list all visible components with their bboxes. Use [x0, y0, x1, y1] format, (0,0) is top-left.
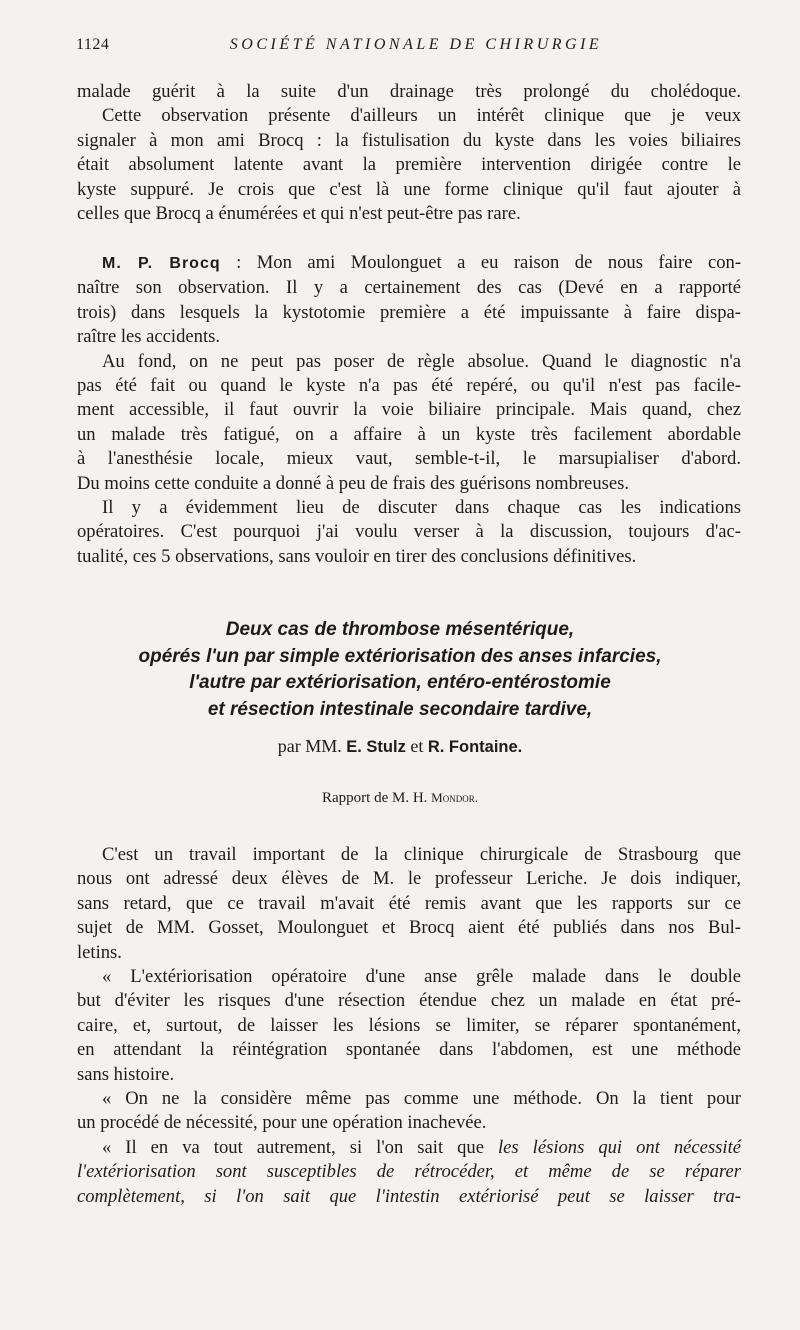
- text-line: Il y a évidemment lieu de discuter dans chaque cas les indications: [102, 497, 741, 519]
- text-line: ment accessible, il faut ouvrir la voie biliaire principale. Mais quand, chez: [77, 399, 741, 421]
- text-line: [77, 1136, 741, 1160]
- text-line: signaler à mon ami Brocq : la fistulisation du kyste dans les voies biliaires: [77, 129, 741, 151]
- text-line: un procédé de nécessité, pour une opération inachevée.: [77, 1112, 487, 1134]
- author-name: E. Stulz: [346, 738, 406, 756]
- text-line: Au fond, on ne peut pas poser de règle absolue. Quand le diagnostic n'a: [102, 350, 741, 372]
- text-line: trois) dans lesquels la kystotomie première a été impuissante à faire dispa-: [77, 301, 741, 323]
- text-line: but d'éviter les risques d'une résection étendue chez un malade en état pré-: [77, 990, 741, 1012]
- title-line: et résection intestinale secondaire tardive,: [207, 698, 593, 720]
- text-line: Du moins cette conduite a donné à peu de frais des guérisons nombreuses.: [77, 472, 629, 494]
- page-header: [76, 36, 756, 60]
- byline-prefix: par MM.: [277, 736, 347, 756]
- title-line: Deux cas de thrombose mésentérique,: [225, 619, 575, 640]
- text-italic: les lésions qui ont nécessité: [498, 1136, 741, 1158]
- speaker-text: : Mon ami Moulonguet a eu raison de nous faire con-: [220, 252, 742, 273]
- text-roman: « Il en va tout autrement, si l'on sait que: [102, 1136, 498, 1158]
- text-line: « On ne la considère même pas comme une méthode. On la tient pour: [102, 1088, 741, 1110]
- text-line: sujet de MM. Gosset, Moulonguet et Brocq aient été publiés dans nos Bul-: [77, 917, 741, 939]
- paragraph-moulonguet: [77, 80, 741, 226]
- text-line: opératoires. C'est pourquoi j'ai voulu verser à la discussion, toujours d'ac-: [77, 521, 741, 543]
- reporter-name: Mondor.: [431, 790, 478, 805]
- text-line: malade guérit à la suite d'un drainage très prolongé du cholédoque.: [77, 81, 741, 102]
- text-line: nous ont adressé deux élèves de M. le professeur Leriche. Je dois indiquer,: [77, 868, 741, 890]
- text-line: sans retard, que ce travail m'avait été remis avant que les rapports sur ce: [77, 892, 741, 914]
- text-line: tualité, ces 5 observations, sans vouloir en tirer des conclusions définitives.: [77, 545, 637, 567]
- text-line: C'est un travail important de la clinique chirurgicale de Strasbourg que: [102, 844, 741, 865]
- report-prefix: Rapport de M. H.: [322, 790, 432, 806]
- text-line: complètement, si l'on sait que l'intestin extériorisé peut se laisser tra-: [77, 1185, 741, 1207]
- text-line: Cette observation présente d'ailleurs un intérêt clinique que je veux: [102, 105, 741, 127]
- title-line: opérés l'un par simple extériorisation des anses infarcies,: [138, 645, 662, 667]
- text-line: l'extériorisation sont susceptibles de rétrocéder, et même de se réparer: [77, 1161, 741, 1183]
- text-line: raître les accidents.: [77, 326, 220, 348]
- text-line: caire, et, surtout, de laisser les lésions se limiter, se réparer spontanément,: [77, 1014, 741, 1036]
- text-line: celles que Brocq a énumérées et qui n'est peut-être pas rare.: [77, 203, 521, 225]
- text-line: en attendant la réintégration spontanée dans l'abdomen, est une méthode: [77, 1039, 741, 1061]
- text-line: [77, 251, 741, 276]
- page-number: 1124: [76, 36, 110, 53]
- article-body: [77, 843, 741, 1209]
- text-line: sans histoire.: [77, 1063, 175, 1085]
- title-line: l'autre par extériorisation, entéro-entérostomie: [189, 672, 611, 693]
- paragraph-brocq: [77, 251, 741, 569]
- text-line: à l'anesthésie locale, mieux vaut, semble-t-il, le marsupialiser d'abord.: [77, 448, 741, 470]
- text-line: naître son observation. Il y a certainement des cas (Devé en a rapporté: [77, 277, 741, 299]
- report-line: [0, 790, 800, 807]
- text-line: pas été fait ou quand le kyste n'a pas été repéré, ou qu'il n'est pas facile-: [77, 375, 741, 397]
- article-title: [40, 617, 760, 723]
- text-line: était absolument latente avant la première intervention dirigée contre le: [77, 154, 741, 176]
- article-byline: [0, 736, 800, 757]
- text-line: kyste suppuré. Je crois que c'est là une forme clinique qu'il faut ajouter à: [77, 178, 741, 200]
- byline-and: et: [405, 736, 428, 756]
- running-head: SOCIÉTÉ NATIONALE DE CHIRURGIE: [229, 36, 603, 53]
- author-name: R. Fontaine.: [427, 738, 523, 756]
- text-line: un malade très fatigué, on a affaire à un kyste très facilement abordable: [77, 423, 741, 445]
- speaker-name: M. P. Brocq: [102, 255, 221, 272]
- text-line: « L'extériorisation opératoire d'une anse grêle malade dans le double: [102, 966, 741, 988]
- text-line: letins.: [77, 941, 122, 963]
